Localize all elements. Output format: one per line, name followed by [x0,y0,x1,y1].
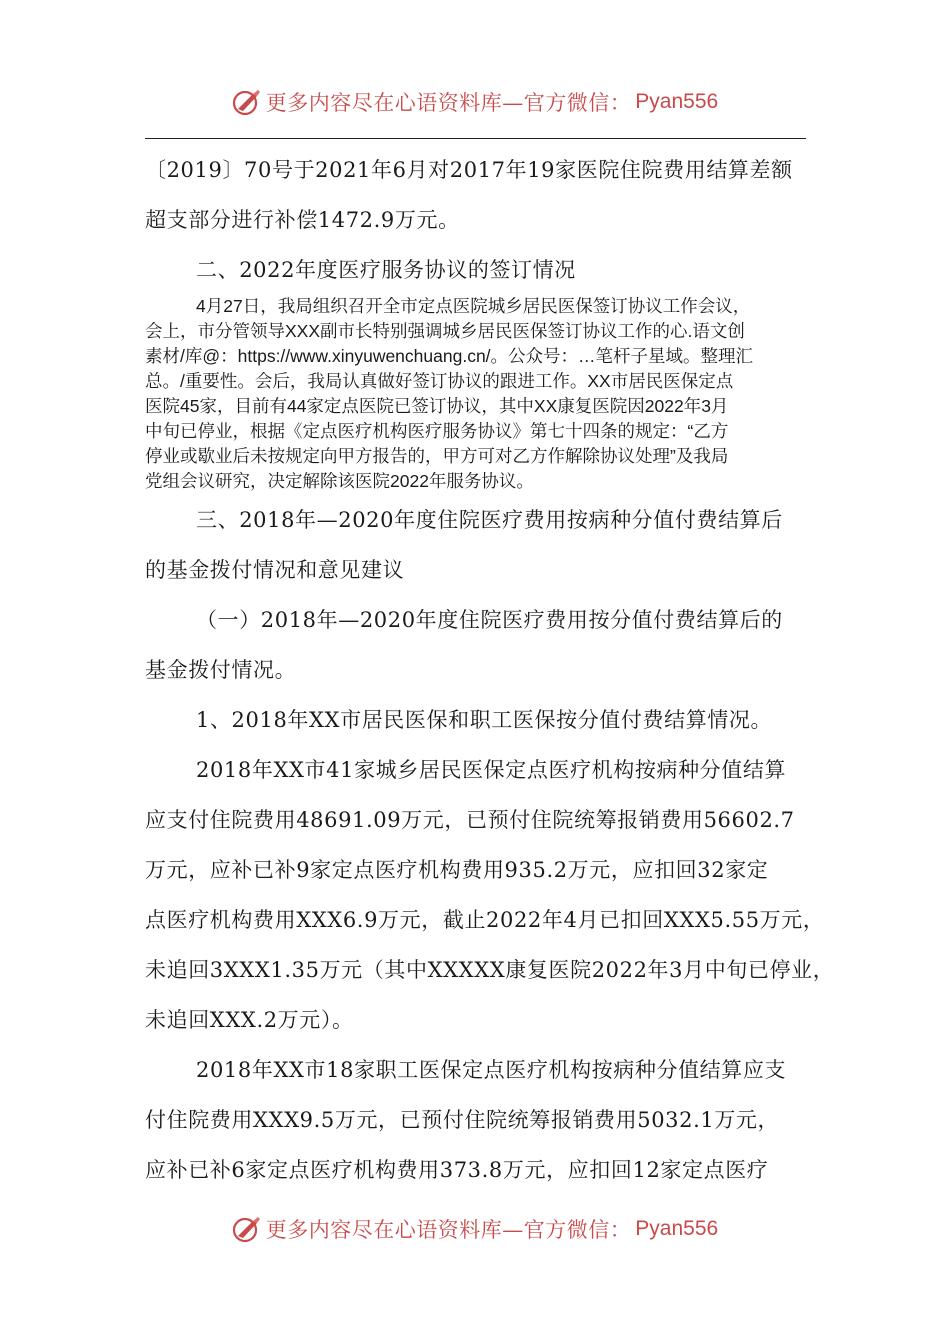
subsection-1-heading-line-1: （一）2018年—2020年度住院医疗费用按分值付费结算后的 [196,608,783,632]
footer-wechat-id: Pyan556 [635,1217,719,1240]
pen-logo-icon [232,87,262,117]
paragraph-1-line-2: 超支部分进行补偿1472.9万元。 [145,208,460,232]
item-1-heading: 1、2018年XX市居民医保和职工医保按分值付费结算情况。 [196,708,773,732]
pen-logo-icon [232,1214,262,1244]
header-text: 更多内容尽在心语资料库—官方微信： [265,91,632,115]
header-banner [0,80,950,124]
paragraph-1-line-1: 〔2019〕70号于2021年6月对2017年19家医院住院费用结算差额 [145,158,793,182]
paragraph-2-line-7: 停业或歇业后未按规定向甲方报告的，甲方可对乙方作解除协议处理”及我局 [145,446,729,466]
paragraph-4-line-3: 应补已补6家定点医疗机构费用373.8万元，应扣回12家定点医疗 [145,1158,769,1182]
section-3-heading-line-1: 三、2018年—2020年度住院医疗费用按病种分值付费结算后 [196,508,783,532]
paragraph-2-line-5: 医院45家，目前有44家定点医院已签订协议，其中XX康复医院因2022年3月 [145,396,729,416]
paragraph-2-line-4: 总。/重要性。会后，我局认真做好签订协议的跟进工作。XX市居民医保定点 [145,371,734,391]
paragraph-3-line-6: 未追回XXX.2万元）。 [145,1008,354,1032]
footer-banner [0,1207,950,1251]
subsection-1-heading-line-2: 基金拨付情况。 [145,658,297,682]
section-3-heading-line-2: 的基金拨付情况和意见建议 [145,558,405,582]
paragraph-2-line-8: 党组会议研究，决定解除该医院2022年服务协议。 [145,471,534,491]
header-wechat-id: Pyan556 [635,90,719,113]
footer-text: 更多内容尽在心语资料库—官方微信： [265,1218,632,1242]
section-2-heading: 二、2022年度医疗服务协议的签订情况 [196,258,576,282]
paragraph-3-line-5: 未追回3XXX1.35万元（其中XXXXX康复医院2022年3月中旬已停业， [145,958,835,982]
header-divider [145,138,806,139]
paragraph-2-line-2: 会上，市分管领导XXX副市长特别强调城乡居民医保签订协议工作的心.语文创 [145,321,745,341]
paragraph-3-line-1: 2018年XX市41家城乡居民医保定点医疗机构按病种分值结算 [196,758,787,782]
paragraph-4-line-2: 付住院费用XXX9.5万元，已预付住院统筹报销费用5032.1万元， [145,1108,780,1132]
paragraph-4-line-1: 2018年XX市18家职工医保定点医疗机构按病种分值结算应支 [196,1058,787,1082]
paragraph-2-line-1: 4月27日，我局组织召开全市定点医院城乡居民医保签订协议工作会议， [196,296,751,316]
paragraph-2-line-3: 素材/库@：https://www.xinyuwenchuang.cn/。公众号：…笔杆子星域。整理汇 [145,346,754,366]
paragraph-3-line-3: 万元，应补已补9家定点医疗机构费用935.2万元，应扣回32家定 [145,858,769,882]
paragraph-3-line-4: 点医疗机构费用XXX6.9万元，截止2022年4月已扣回XXX5.55万元， [145,908,825,932]
paragraph-3-line-2: 应支付住院费用48691.09万元，已预付住院统筹报销费用56602.7 [145,808,795,832]
paragraph-2-line-6: 中旬已停业，根据《定点医疗机构医疗服务协议》第七十四条的规定：“乙方 [145,421,729,441]
